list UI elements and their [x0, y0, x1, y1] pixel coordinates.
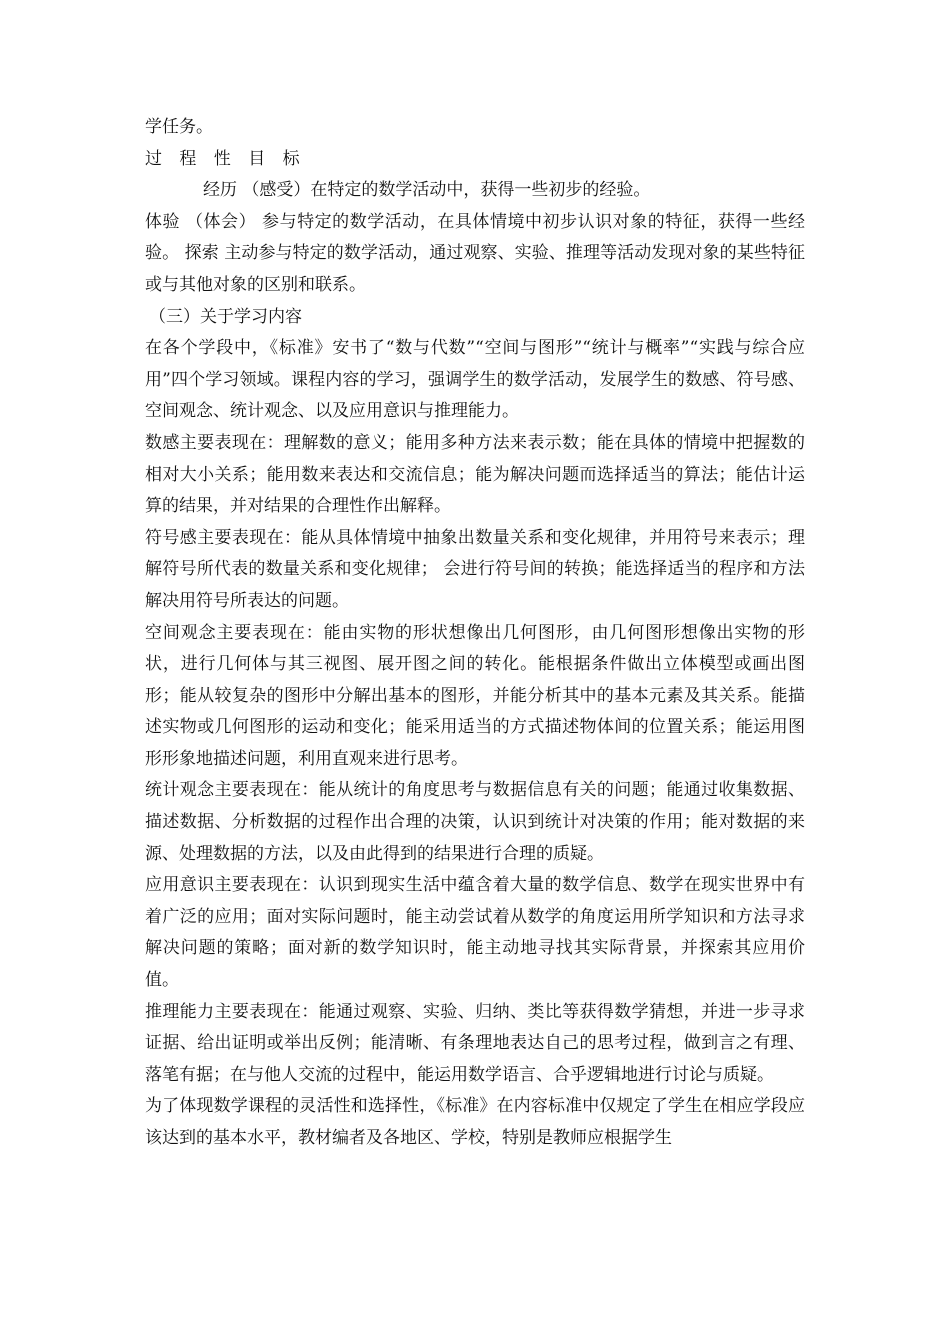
paragraph-statistical-concept: 统计观念主要表现在：能从统计的角度思考与数据信息有关的问题；能通过收集数据、描述数据、分析数据的过程作出合理的决策，认识到统计对决策的作用；能对数据的来源、处理数据的方法，以及由此得到的结果进行合理的质疑。	[145, 780, 805, 864]
paragraph-reasoning-ability: 推理能力主要表现在：能通过观察、实验、归纳、类比等获得数学猜想，并进一步寻求证据、给出证明或举出反例；能清晰、有条理地表达自己的思考过程，做到言之有理、落笔有据；在与他人交流的过程中，能运用数学语言、合乎逻辑地进行讨论与质疑。	[145, 1001, 805, 1085]
heading-process-goals: 过 程 性 目 标	[145, 148, 306, 169]
paragraph-symbol-sense: 符号感主要表现在：能从具体情境中抽象出数量关系和变化规律，并用符号来表示；理解符号所代表的数量关系和变化规律； 会进行符号间的转换；能选择适当的程序和方法解决用符号所表达的问题。	[145, 527, 805, 611]
paragraph-application-awareness: 应用意识主要表现在：认识到现实生活中蕴含着大量的数学信息、数学在现实世界中有着广泛的应用；面对实际问题时，能主动尝试着从数学的角度运用所学知识和方法寻求解决问题的策略；面对新的数学知识时，能主动地寻找其实际背景，并探索其应用价值。	[145, 875, 805, 991]
paragraph-flexibility: 为了体现数学课程的灵活性和选择性，《标准》在内容标准中仅规定了学生在相应学段应该达到的基本水平，教材编者及各地区、学校，特别是教师应根据学生	[145, 1096, 805, 1148]
heading-learning-content: （三）关于学习内容	[149, 306, 302, 327]
paragraph-spatial-concept: 空间观念主要表现在：能由实物的形状想像出几何图形，由几何图形想像出实物的形状，进行几何体与其三视图、展开图之间的转化。能根据条件做出立体模型或画出图形；能从较复杂的图形中分解出基本的图形，并能分析其中的基本元素及其关系。能描述实物或几何图形的运动和变化；能采用适当的方式描述物体间的位置关系；能运用图形形象地描述问题，利用直观来进行思考。	[145, 622, 805, 769]
paragraph-task-ending: 学任务。	[145, 117, 213, 137]
paragraph-learning-areas: 在各个学段中，《标准》安书了“数与代数”“空间与图形”“统计与概率”“实践与综合应用”四个学习领域。课程内容的学习，强调学生的数学活动，发展学生的数感、符号感、空间观念、统计观念、以及应用意识与推理能力。	[145, 338, 805, 422]
paragraph-experience: 经历 （感受）在特定的数学活动中，获得一些初步的经验。	[203, 180, 651, 201]
paragraph-experience-explore: 体验 （体会） 参与特定的数学活动，在具体情境中初步认识对象的特征，获得一些经验。 探索 主动参与特定的数学活动，通过观察、实验、推理等活动发现对象的某些特征或与其他对象的区别和联系。	[145, 211, 805, 295]
document-page	[145, 112, 805, 1155]
paragraph-number-sense: 数感主要表现在：理解数的意义；能用多种方法来表示数；能在具体的情境中把握数的相对大小关系；能用数来表达和交流信息；能为解决问题而选择适当的算法；能估计运算的结果，并对结果的合理性作出解释。	[145, 432, 805, 517]
